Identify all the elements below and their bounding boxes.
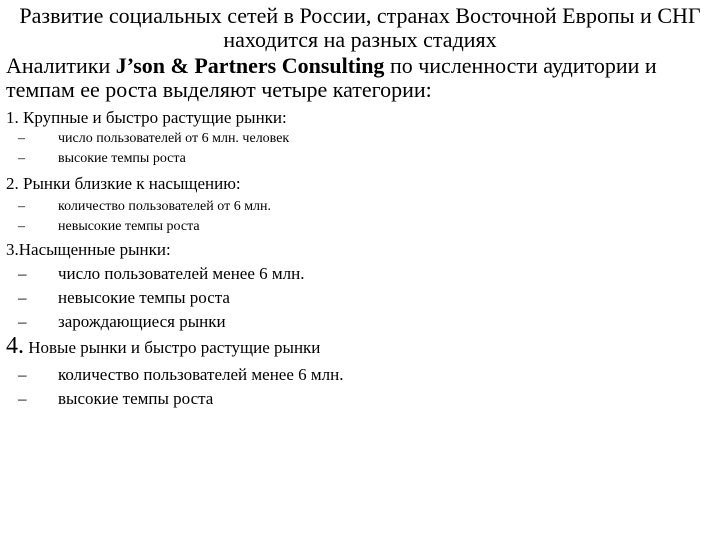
category-4-text: Новые рынки и быстро растущие рынки (24, 338, 321, 357)
category-4-item-1 (18, 364, 343, 386)
dash-bullet: – (18, 131, 25, 146)
list-item-text: высокие темпы роста (58, 389, 214, 408)
category-4-number: 4. (6, 333, 24, 359)
list-item-text: число пользователей менее 6 млн. (58, 264, 305, 283)
dash-bullet: – (18, 151, 25, 166)
intro-suffix: по численности аудитории и темпам ее роста выделяют четыре категории: (6, 53, 657, 102)
list-item-text: количество пользователей менее 6 млн. (58, 365, 344, 384)
dash-bullet: – (18, 264, 27, 283)
intro-prefix: Аналитики (6, 53, 116, 78)
list-item-text: количество пользователей от 6 млн. (58, 199, 272, 214)
dash-bullet: – (18, 389, 27, 408)
category-3-item-2 (18, 287, 230, 309)
dash-bullet: – (18, 365, 27, 384)
category-1-item-2 (18, 150, 186, 168)
slide-title: Развитие социальных сетей в России, странах Восточной Европы и СНГ находится на разных стадиях (19, 3, 701, 52)
category-3-item-3 (18, 311, 226, 333)
dash-bullet: – (18, 312, 27, 331)
category-1-item-1 (18, 130, 289, 148)
category-1-label: 1. Крупные и быстро растущие рынки: (6, 108, 287, 127)
dash-bullet: – (18, 199, 25, 214)
list-item-text: число пользователей от 6 млн. человек (58, 131, 290, 146)
intro-company: J’son & Partners Consulting (115, 53, 385, 78)
category-3-item-1 (18, 263, 305, 285)
dash-bullet: – (18, 219, 25, 234)
intro-paragraph (6, 54, 714, 102)
list-item-text: невысокие темпы роста (58, 219, 200, 234)
category-2-label: 2. Рынки близкие к насыщению: (6, 174, 241, 193)
list-item-text: высокие темпы роста (58, 151, 186, 166)
category-2-item-2 (18, 218, 200, 236)
list-item-text: зарождающиеся рынки (58, 312, 226, 331)
category-4-label (6, 333, 321, 359)
list-item-text: невысокие темпы роста (58, 288, 230, 307)
category-3-label: 3.Насыщенные рынки: (6, 240, 171, 259)
dash-bullet: – (18, 288, 27, 307)
category-2-item-1 (18, 198, 271, 216)
category-4-item-2 (18, 388, 213, 410)
